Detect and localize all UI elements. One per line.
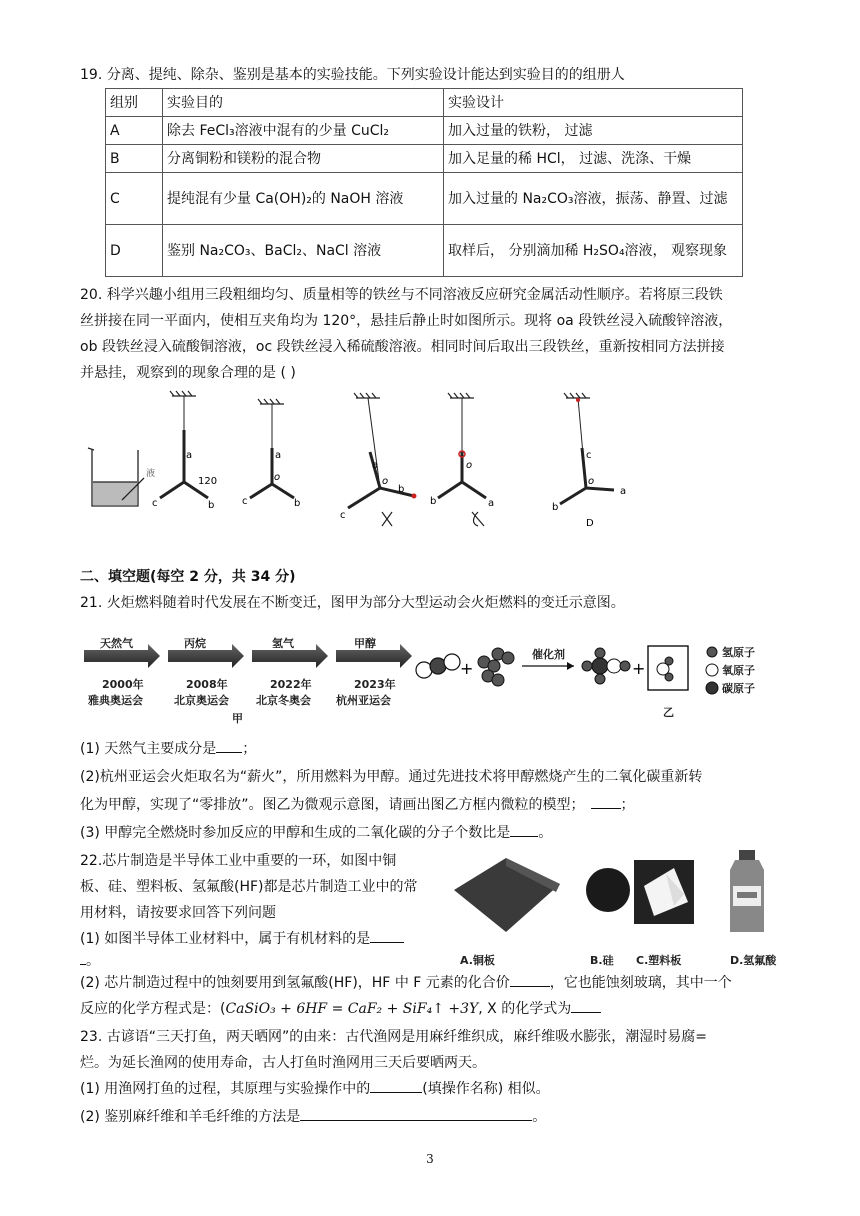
q19-stem: 19. 分离、提纯、除杂、鉴别是基本的实验技能。下列实验设计能达到实验目的的组册人 [80, 67, 625, 83]
q22-materials-figure [448, 846, 788, 968]
plastic-sheet-icon [634, 860, 694, 924]
q22-part-2 [80, 972, 780, 994]
catalyst-label: 催化剂 [532, 648, 565, 661]
label-b: b [294, 498, 301, 509]
label-c: c [586, 450, 592, 461]
silicon-wafer-icon [586, 868, 630, 912]
q22-part-2-text-b: ，它也能蚀刻玻璃，其中一个 [549, 975, 732, 991]
fuel-event: 北京奥运会 [174, 694, 229, 707]
q21-part-2b [80, 794, 780, 816]
table-cell-goal: 鉴别 Na₂CO₃、BaCl₂、NaCl 溶液 [163, 225, 444, 277]
hydrogen-molecules-icon [478, 648, 514, 686]
table-header-row [106, 89, 743, 117]
answer-blank[interactable] [370, 1078, 422, 1093]
table-header: 实验设计 [444, 89, 743, 117]
answer-blank[interactable] [370, 928, 404, 943]
angle-label: 120 [198, 476, 218, 487]
carbon-atom-icon [706, 682, 718, 694]
label-b: b [208, 500, 215, 511]
table-header: 实验目的 [163, 89, 444, 117]
fuel-name: 甲醇 [354, 637, 376, 650]
material-caption: A.铜板 [460, 954, 495, 967]
oxygen-atom-icon [706, 664, 718, 676]
label-c: c [340, 510, 346, 521]
wire-frame-option-d [560, 393, 614, 504]
option-d-label: D [586, 518, 594, 529]
wire-frame-option-c [438, 393, 486, 498]
copper-plate-icon [454, 858, 560, 932]
wire-frame-option-a [250, 399, 294, 498]
answer-blank[interactable] [510, 822, 538, 837]
plus-sign: + [460, 659, 474, 678]
table-row [106, 145, 743, 173]
legend-label: 氢原子 [722, 646, 755, 659]
fuel-event: 雅典奥运会 [88, 694, 143, 707]
plus-sign: + [632, 659, 646, 678]
fuel-year: 2008年 [186, 678, 228, 691]
legend-label: 氧原子 [722, 664, 755, 677]
label-a: a [275, 450, 282, 461]
liquid-label: 液 [146, 469, 156, 479]
table-cell-group: A [106, 117, 163, 145]
label-c: c [152, 498, 158, 509]
q23-part-2-end: 。 [532, 1109, 547, 1125]
q23-line-1: 23. 古谚语“三天打鱼，两天晒网”的由来：古代渔网是用麻纤维织成，麻纤维吸水膨张，潮湿时易腐= [80, 1029, 707, 1045]
fuel-year: 2022年 [270, 678, 312, 691]
q21-part-2b-end: ； [620, 797, 635, 813]
fuel-name: 氢气 [272, 637, 294, 650]
q20-line-2: 丝拼接在同一平面内，使相互夹角均为 120°，悬挂后静止时如图所示。现将 oa 段铁丝浸入硫酸锌溶液， [80, 313, 733, 329]
table-cell-goal: 提纯混有少量 Ca(OH)₂的 NaOH 溶液 [163, 173, 444, 225]
q23-part-2 [80, 1106, 780, 1128]
cross-mark-icon [472, 512, 484, 526]
material-caption: C.塑料板 [636, 954, 682, 967]
q20-line-4: 并悬挂，观察到的现象合理的是 ( ) [80, 365, 296, 381]
fuel-year: 2000年 [102, 678, 144, 691]
hydrogen-atom-icon [707, 647, 717, 657]
table-cell-design: 加入足量的稀 HCl， 过滤、洗涤、干燥 [444, 145, 743, 173]
label-o: o [588, 476, 595, 487]
material-caption: D.氢氟酸 [730, 954, 777, 967]
red-mark-icon [412, 494, 417, 499]
chemical-equation: CaSiO₃ + 6HF = CaF₂ + SiF₄↑ +3Y [225, 1001, 479, 1017]
section-heading: 二、填空题(每空 2 分，共 34 分) [80, 569, 296, 585]
figure-label-jia: 甲 [232, 712, 243, 725]
answer-blank[interactable] [571, 998, 601, 1013]
q20-line-1: 20. 科学兴趣小组用三段粗细均匀、质量相等的铁丝与不同溶液反应研究金属活动性顺序。若将原三段铁 [80, 287, 723, 303]
q20-line-3: ob 段铁丝浸入硫酸铜溶液，oc 段铁丝浸入稀硫酸溶液。相同时间后取出三段铁丝，重新按相同方法拼接 [80, 339, 725, 355]
table-cell-design: 取样后， 分别滴加稀 H₂SO₄溶液， 观察现象 [444, 225, 743, 277]
q21-part-3-text: (3) 甲醇完全燃烧时参加反应的甲醇和生成的二氧化碳的分子个数比是 [80, 825, 511, 841]
figure-label-yi: 乙 [663, 706, 674, 719]
q22-part-1-end-mark: 。 [86, 953, 100, 969]
q22-part-3-text-b: , X 的化学式为 [478, 1001, 572, 1017]
table-cell-group: D [106, 225, 163, 277]
legend [706, 645, 755, 695]
answer-blank[interactable] [591, 794, 621, 809]
table-cell-goal: 分离铜粉和镁粉的混合物 [163, 145, 444, 173]
q21-part-3-end: 。 [538, 825, 553, 841]
label-a: a [372, 460, 379, 471]
q22-line-3: 用材料，请按要求回答下列问题 [80, 905, 276, 921]
co2-molecule-icon [416, 654, 460, 678]
q22-part-2-text: (2) 芯片制造过程中的蚀刻要用到氢氟酸(HF)，HF 中 F 元素的化合价 [80, 975, 510, 991]
fuel-event: 杭州亚运会 [336, 694, 391, 707]
q23-part-2-text: (2) 鉴别麻纤维和羊毛纤维的方法是 [80, 1109, 301, 1125]
answer-blank[interactable] [510, 972, 550, 987]
reaction-arrow-head [567, 662, 574, 670]
page-number: 3 [426, 1152, 434, 1166]
acid-bottle-icon [730, 850, 764, 932]
table-row [106, 117, 743, 145]
beaker-icon [88, 448, 144, 506]
table-cell-group: B [106, 145, 163, 173]
q20-wire-figure [80, 388, 660, 538]
q23-line-2: 烂。为延长渔网的使用寿命，古人打鱼时渔网用三天后要晒两天。 [80, 1055, 486, 1071]
q21-stem: 21. 火炬燃料随着时代发展在不断变迁，图甲为部分大型运动会火炬燃料的变迁示意图。 [80, 595, 625, 611]
q22-part-3 [80, 998, 780, 1020]
q22-line-1: 22.芯片制造是半导体工业中重要的一环，如图中铜 [80, 853, 397, 869]
label-b: b [430, 496, 437, 507]
cross-mark-icon [382, 512, 392, 526]
q22-part-1-text: (1) 如图半导体工业材料中，属于有机材料的是 [80, 931, 371, 947]
label-a: a [488, 498, 495, 509]
material-caption: B.硅 [590, 954, 614, 967]
q21-part-2a: (2)杭州亚运会火炬取名为“薪火”，所用燃料为甲醇。通过先进技术将甲醇燃烧产生的二氧化碳重新转 [80, 769, 703, 785]
fuel-event: 北京冬奥会 [256, 694, 311, 707]
label-o: o [466, 460, 473, 471]
q19-table [105, 88, 743, 277]
label-o: o [382, 476, 389, 487]
q23-part-1-text: (1) 用渔网打鱼的过程，其原理与实验操作中的 [80, 1081, 371, 1097]
label-b: b [398, 484, 405, 495]
fuel-year: 2023年 [354, 678, 396, 691]
q21-part-3 [80, 822, 780, 844]
table-header: 组别 [106, 89, 163, 117]
table-cell-design: 加入过量的 Na₂CO₃溶液，振荡、静置、过滤 [444, 173, 743, 225]
q23-part-1-end: (填操作名称) 相似。 [422, 1081, 550, 1097]
label-o: o [274, 472, 281, 483]
q22-part-3-text: 反应的化学方程式是：( [80, 1001, 226, 1017]
label-c: c [242, 496, 248, 507]
fuel-name: 丙烷 [184, 637, 206, 650]
answer-blank[interactable] [216, 738, 242, 753]
answer-blank[interactable] [300, 1106, 532, 1121]
fuel-arrow [168, 644, 244, 668]
table-row [106, 173, 743, 225]
table-cell-goal: 除去 FeCl₃溶液中混有的少量 CuCl₂ [163, 117, 444, 145]
table-cell-group: C [106, 173, 163, 225]
label-b: b [552, 502, 559, 513]
red-mark-icon [576, 398, 580, 402]
table-row [106, 225, 743, 277]
q21-part-1-end: ； [242, 741, 257, 757]
q21-part-1-text: (1) 天然气主要成分是 [80, 741, 217, 757]
q22-line-2: 板、硅、塑料板、氢氟酸(HF)都是芯片制造工业中的常 [80, 879, 418, 895]
table-cell-design: 加入过量的铁粉， 过滤 [444, 117, 743, 145]
legend-label: 碳原子 [722, 682, 755, 695]
q23-part-1 [80, 1078, 780, 1100]
q21-part-1 [80, 738, 780, 760]
q21-torch-fuel-figure [80, 636, 780, 732]
q21-part-2b-text: 化为甲醇，实现了“零排放”。图乙为微观示意图，请画出图乙方框内微粒的模型； [80, 797, 585, 813]
fuel-name: 天然气 [100, 637, 133, 650]
methanol-molecule-icon [582, 648, 630, 684]
label-a: a [186, 450, 193, 461]
label-a: a [620, 486, 627, 497]
